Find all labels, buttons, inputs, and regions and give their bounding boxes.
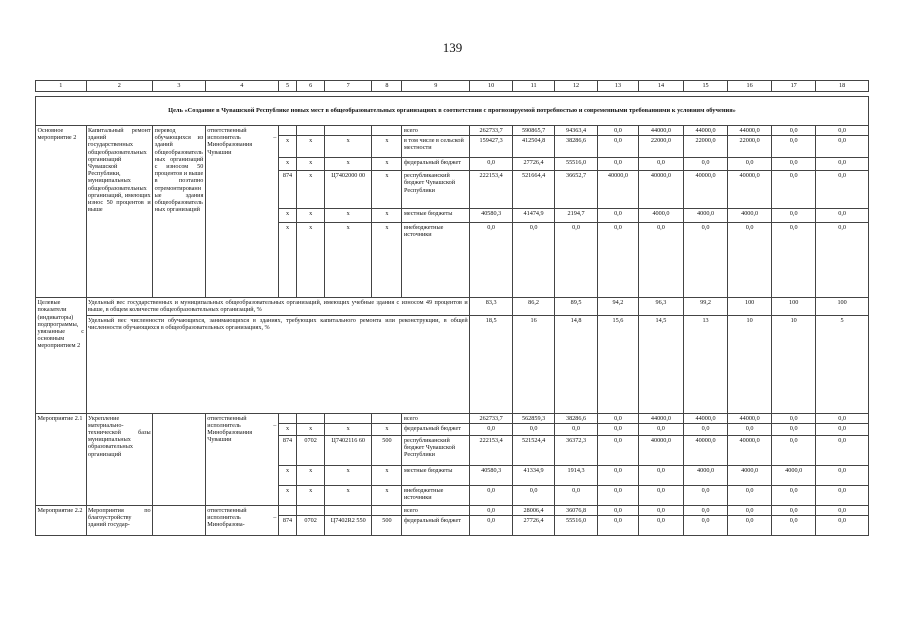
column-number-row [36,81,869,92]
year-value: 4000,0 [684,465,728,485]
code-target: x [325,465,372,485]
year-value: 94363,4 [555,126,598,136]
code-grbs: x [278,423,296,435]
funding-source: всего [402,413,470,423]
year-value: 0,0 [772,158,816,171]
year-value: 0,0 [816,485,869,505]
year-value: 41474,9 [513,209,555,223]
year-value: 4000,0 [684,209,728,223]
year-value: 0,0 [816,126,869,136]
year-value: 0,0 [598,465,639,485]
indicator-value: 15,6 [598,315,639,413]
year-value: 55516,0 [555,158,598,171]
column-number: 6 [297,81,325,92]
funding-source: в том числе в сельской местности [402,136,470,158]
indicator-value: 94,2 [598,298,639,315]
funding-source: республиканский бюджет Чувашской Республики [402,171,470,209]
year-value: 0,0 [555,423,598,435]
column-number: 18 [816,81,869,92]
year-value: 0,0 [638,223,683,298]
indicators-label: Целевые показатели (индикаторы) подпрограммы, увязанные с основным мероприятием 2 [36,298,87,413]
code-target: x [325,158,372,171]
code-expense: 500 [372,435,402,465]
year-value: 590865,7 [513,126,555,136]
code-grbs: x [278,465,296,485]
funding-source: федеральный бюджет [402,423,470,435]
goal-row [36,97,869,126]
year-value: 0,0 [470,485,513,505]
year-value: 4000,0 [638,209,683,223]
year-value: 412504,8 [513,136,555,158]
year-value: 262733,7 [470,413,513,423]
indicator-value: 14,5 [638,315,683,413]
funding-source: федеральный бюджет [402,516,470,536]
indicator-value: 100 [772,298,816,315]
code-grbs [278,413,296,423]
year-value: 222153,4 [470,435,513,465]
year-value: 40000,0 [684,171,728,209]
code-section [297,413,325,423]
measure-description: Капитальный ремонт зданий государственных общеобразовательных организаций Чувашской Республики, муниципальных общеобразовательных организаций, имеющих износ 50 процентов и выше [86,126,153,298]
year-value: 40580,3 [470,465,513,485]
year-value: 40000,0 [638,435,683,465]
funding-source: местные бюджеты [402,465,470,485]
column-number: 5 [278,81,296,92]
year-value: 0,0 [598,158,639,171]
year-value: 36372,3 [555,435,598,465]
year-value: 0,0 [772,171,816,209]
code-section: 0702 [297,516,325,536]
year-value: 0,0 [598,126,639,136]
year-value: 0,0 [555,223,598,298]
code-expense: x [372,209,402,223]
year-value: 0,0 [772,516,816,536]
year-value: 0,0 [638,423,683,435]
code-grbs: 874 [278,171,296,209]
year-value: 55516,0 [555,516,598,536]
year-value: 27726,4 [513,516,555,536]
code-target: x [325,485,372,505]
indicator-value: 16 [513,315,555,413]
year-value: 2194,7 [555,209,598,223]
code-expense: x [372,158,402,171]
column-number: 8 [372,81,402,92]
column-number: 1 [36,81,87,92]
funding-source: всего [402,505,470,515]
year-value: 0,0 [816,423,869,435]
indicator-value: 5 [816,315,869,413]
column-number: 14 [638,81,683,92]
funding-source: внебюджетные источники [402,223,470,298]
year-value: 1914,3 [555,465,598,485]
indicator-value: 86,2 [513,298,555,315]
year-value: 562859,3 [513,413,555,423]
budget-row [36,505,869,515]
year-value: 44000,0 [638,413,683,423]
year-value: 28006,4 [513,505,555,515]
year-value: 40000,0 [684,435,728,465]
column-number: 10 [470,81,513,92]
expected-result [153,505,206,535]
code-expense: x [372,223,402,298]
year-value: 0,0 [772,413,816,423]
year-value: 0,0 [598,485,639,505]
year-value: 0,0 [816,435,869,465]
year-value: 0,0 [816,136,869,158]
year-value: 0,0 [728,516,772,536]
code-grbs: x [278,158,296,171]
year-value: 0,0 [772,435,816,465]
funding-source: внебюджетные источники [402,485,470,505]
year-value: 0,0 [816,505,869,515]
funding-source: федеральный бюджет [402,158,470,171]
year-value: 0,0 [728,423,772,435]
column-number: 12 [555,81,598,92]
year-value: 4000,0 [728,465,772,485]
year-value: 0,0 [772,209,816,223]
year-value: 0,0 [728,158,772,171]
year-value: 0,0 [684,158,728,171]
code-grbs: x [278,136,296,158]
indicator-value: 10 [772,315,816,413]
code-section: x [297,171,325,209]
year-value: 0,0 [728,223,772,298]
year-value: 0,0 [638,505,683,515]
code-expense: x [372,423,402,435]
column-number: 15 [684,81,728,92]
year-value: 41334,9 [513,465,555,485]
year-value: 0,0 [598,223,639,298]
year-value: 0,0 [598,136,639,158]
year-value: 22000,0 [728,136,772,158]
measure-description: Мероприятия по благоустройству зданий государ- [86,505,153,535]
column-number: 4 [205,81,278,92]
year-value: 0,0 [513,423,555,435]
code-grbs [278,126,296,136]
code-target [325,413,372,423]
code-target: x [325,209,372,223]
code-grbs: x [278,209,296,223]
year-value: 0,0 [598,505,639,515]
code-target: Ц7402R2 550 [325,516,372,536]
indicator-value: 18,5 [470,315,513,413]
year-value: 0,0 [816,465,869,485]
year-value: 0,0 [684,423,728,435]
year-value: 0,0 [513,485,555,505]
year-value: 0,0 [772,505,816,515]
code-section: 0702 [297,435,325,465]
year-value: 0,0 [470,158,513,171]
budget-row [36,126,869,136]
indicator-value: 100 [728,298,772,315]
indicator-value: 96,3 [638,298,683,315]
code-expense [372,126,402,136]
code-expense: 500 [372,516,402,536]
year-value: 0,0 [598,413,639,423]
year-value: 0,0 [470,516,513,536]
measure-name: Мероприятие 2.2 [36,505,87,535]
year-value: 40000,0 [728,435,772,465]
code-target: Ц7402116 60 [325,435,372,465]
code-section: x [297,158,325,171]
indicator-value: 10 [728,315,772,413]
indicator-value: 89,5 [555,298,598,315]
code-section: x [297,209,325,223]
indicator-value: 13 [684,315,728,413]
goal-text: Цель «Создание в Чувашской Республике новых мест в общеобразовательных организациях в соответствии с прогнозируемой потребностью и современными требованиями к условиям обучения» [36,97,869,126]
indicator-row [36,298,869,315]
year-value: 40000,0 [638,171,683,209]
year-value: 36652,7 [555,171,598,209]
code-expense [372,505,402,515]
code-section: x [297,485,325,505]
program-table [35,80,869,536]
code-section: x [297,136,325,158]
column-number: 11 [513,81,555,92]
year-value: 0,0 [598,209,639,223]
year-value: 0,0 [684,505,728,515]
year-value: 0,0 [513,223,555,298]
year-value: 0,0 [638,485,683,505]
indicator-value: 99,2 [684,298,728,315]
year-value: 44000,0 [728,413,772,423]
column-number: 3 [153,81,206,92]
year-value: 0,0 [816,171,869,209]
year-value: 159427,3 [470,136,513,158]
code-target: x [325,223,372,298]
code-target [325,505,372,515]
expected-result: перевод обучающихся из зданий общеобразовательных организаций с износом 50 процентов и выше в поэтапно отремонтированные здания общеобразовательных организаций [153,126,206,298]
measure-description: Укрепление материально-технической базы муниципальных образовательных организаций [86,413,153,505]
code-expense: x [372,171,402,209]
year-value: 27726,4 [513,158,555,171]
code-grbs: 874 [278,435,296,465]
measure-name: Мероприятие 2.1 [36,413,87,505]
year-value: 521524,4 [513,435,555,465]
year-value: 0,0 [816,223,869,298]
year-value: 0,0 [684,485,728,505]
year-value: 44000,0 [728,126,772,136]
year-value: 38286,6 [555,413,598,423]
year-value: 0,0 [772,126,816,136]
year-value: 4000,0 [772,465,816,485]
year-value: 4000,0 [728,209,772,223]
column-number: 7 [325,81,372,92]
year-value: 0,0 [816,158,869,171]
year-value: 0,0 [816,516,869,536]
column-number: 17 [772,81,816,92]
year-value: 0,0 [772,423,816,435]
indicator-value: 83,3 [470,298,513,315]
year-value: 40000,0 [728,171,772,209]
code-target: x [325,136,372,158]
year-value: 0,0 [470,505,513,515]
year-value: 0,0 [816,209,869,223]
year-value: 0,0 [598,423,639,435]
column-number: 16 [728,81,772,92]
year-value: 38286,6 [555,136,598,158]
code-expense [372,413,402,423]
code-grbs: 874 [278,516,296,536]
year-value: 0,0 [728,505,772,515]
indicator-text: Удельный вес государственных и муниципальных общеобразовательных организаций, имеющих учебные здания с износом 49 процентов и выше, в общем количестве общеобразовательных организаций, % [88,299,468,314]
year-value: 44000,0 [638,126,683,136]
year-value: 262733,7 [470,126,513,136]
year-value: 0,0 [816,413,869,423]
expected-result [153,413,206,505]
responsible-executor: ответственный исполнитель – Минобразования Чувашии [205,126,278,298]
year-value: 0,0 [772,223,816,298]
year-value: 0,0 [728,485,772,505]
code-target: x [325,423,372,435]
year-value: 44000,0 [684,413,728,423]
funding-source: местные бюджеты [402,209,470,223]
year-value: 40000,0 [598,171,639,209]
code-section [297,126,325,136]
code-grbs: x [278,223,296,298]
indicator-value: 14,8 [555,315,598,413]
code-expense: x [372,136,402,158]
year-value: 0,0 [598,435,639,465]
column-number: 13 [598,81,639,92]
year-value: 0,0 [638,516,683,536]
year-value: 22000,0 [684,136,728,158]
year-value: 0,0 [470,223,513,298]
code-grbs [278,505,296,515]
funding-source: республиканский бюджет Чувашской Республики [402,435,470,465]
year-value: 0,0 [772,485,816,505]
year-value: 0,0 [470,423,513,435]
code-expense: x [372,465,402,485]
responsible-executor: ответственный исполнитель – Минобразова- [205,505,278,535]
code-target [325,126,372,136]
funding-source: всего [402,126,470,136]
year-value: 0,0 [555,485,598,505]
code-expense: x [372,485,402,505]
year-value: 0,0 [684,223,728,298]
year-value: 222153,4 [470,171,513,209]
year-value: 0,0 [638,158,683,171]
year-value: 40580,3 [470,209,513,223]
year-value: 0,0 [772,136,816,158]
indicator-row [36,315,869,413]
indicator-value: 100 [816,298,869,315]
year-value: 22000,0 [638,136,683,158]
year-value: 0,0 [638,465,683,485]
responsible-executor: ответственный исполнитель – Минобразования Чувашии [205,413,278,505]
code-section: x [297,223,325,298]
year-value: 36076,8 [555,505,598,515]
code-section [297,505,325,515]
measure-name: Основное мероприятие 2 [36,126,87,298]
budget-row [36,413,869,423]
code-section: x [297,423,325,435]
year-value: 44000,0 [684,126,728,136]
year-value: 521664,4 [513,171,555,209]
column-number: 9 [402,81,470,92]
page-number: 139 [442,40,463,55]
year-value: 0,0 [598,516,639,536]
column-number: 2 [86,81,153,92]
code-section: x [297,465,325,485]
code-grbs: x [278,485,296,505]
year-value: 0,0 [684,516,728,536]
indicator-text: Удельный вес численности обучающихся, занимающихся в зданиях, требующих капитального ремонта или реконструкции, в общей численности обучающихся в общеобразовательных организациях, % [86,315,470,413]
code-target: Ц7402000 00 [325,171,372,209]
